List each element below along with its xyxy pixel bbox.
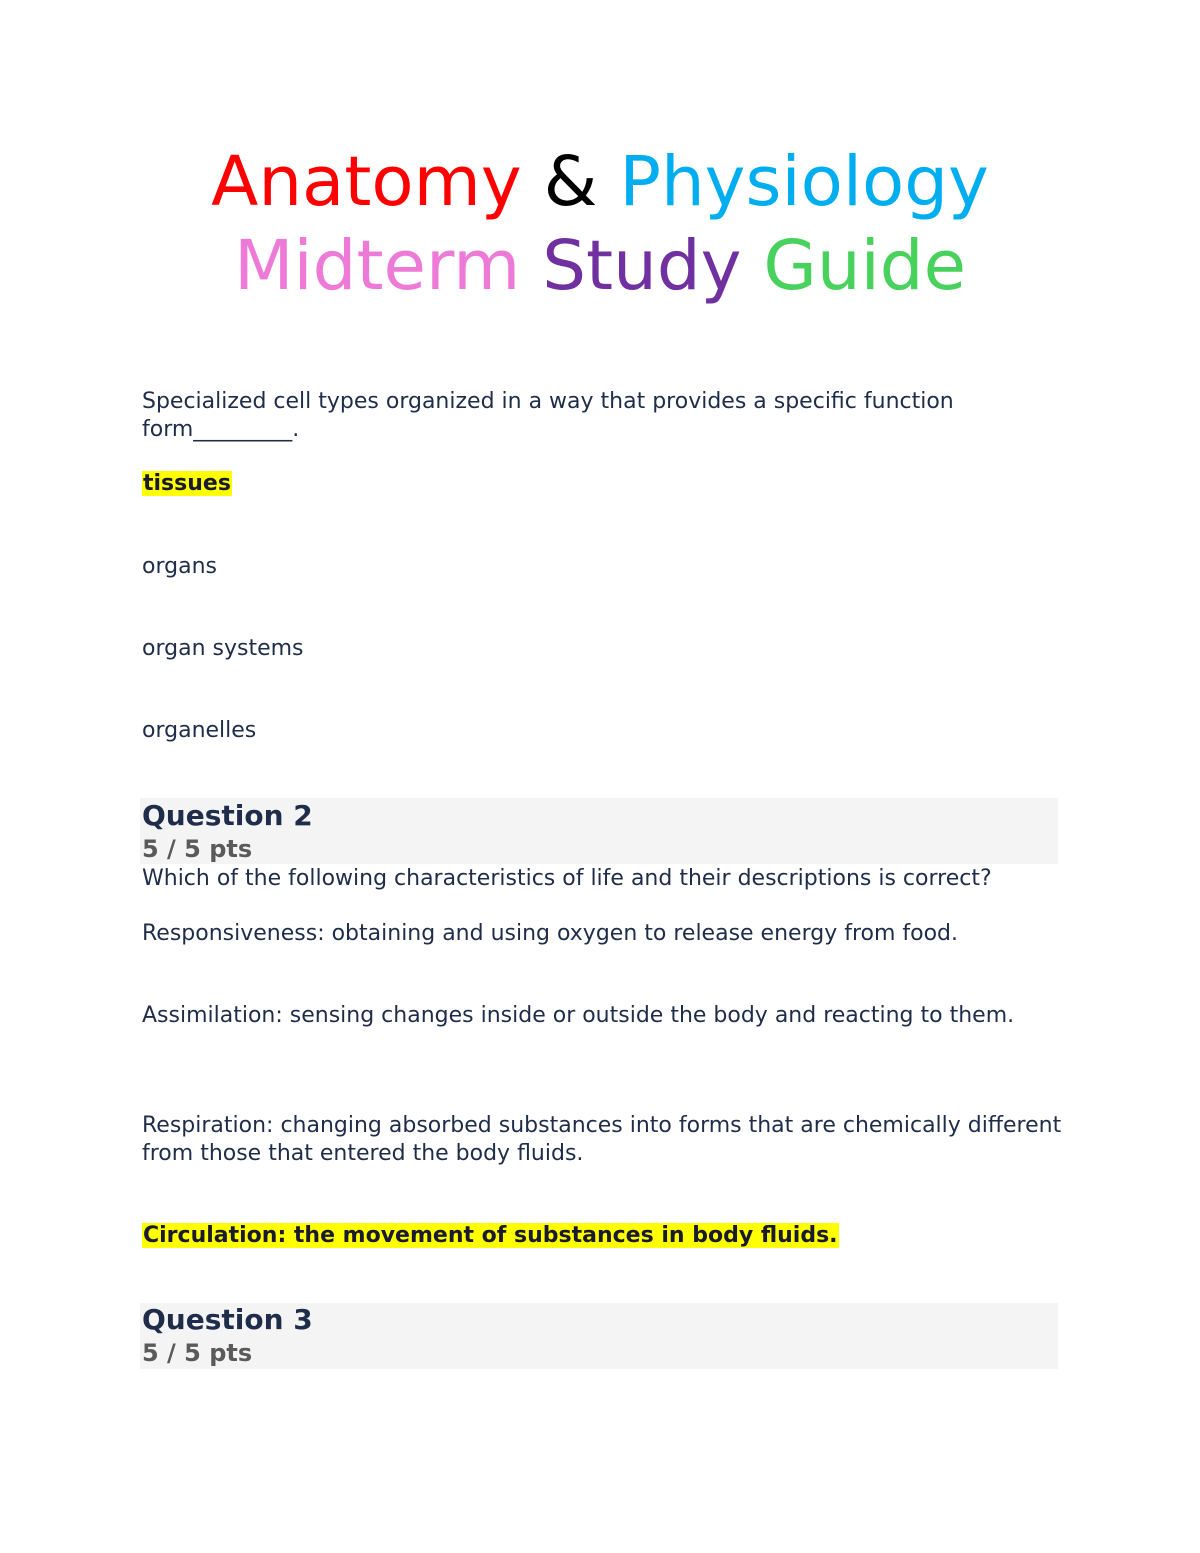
question-3-heading: Question 3 — [142, 1303, 313, 1336]
question-2-option-3: Respiration: changing absorbed substances into forms that are chemically different from those that entered the body fluids. — [142, 1113, 1062, 1166]
question-2-prompt: Which of the following characteristics of life and their descriptions is correct? — [142, 866, 992, 891]
document-title-line-1 — [0, 142, 1200, 222]
question-1-option-2: organs — [142, 554, 217, 579]
document-title-line-2 — [0, 226, 1200, 306]
question-2-heading: Question 2 — [142, 799, 313, 832]
title-word-study: Study — [520, 226, 764, 306]
title-word-anatomy: Anatomy — [211, 142, 522, 222]
title-word-midterm: Midterm — [233, 226, 521, 306]
question-2-points: 5 / 5 pts — [142, 835, 253, 863]
question-1-prompt: Specialized cell types organized in a way that provides a specific function form_________. — [142, 389, 954, 442]
question-1-option-4: organelles — [142, 718, 257, 743]
question-1-option-1 — [142, 470, 1062, 498]
title-word-guide: Guide — [763, 226, 967, 306]
question-2-option-2: Assimilation: sensing changes inside or outside the body and reacting to them. — [142, 1003, 1015, 1028]
question-2-option-4 — [142, 1222, 1062, 1250]
title-word-physiology: Physiology — [619, 142, 989, 222]
question-3-points: 5 / 5 pts — [142, 1339, 253, 1367]
correct-answer-highlight: Circulation: the movement of substances in body fluids. — [143, 1223, 838, 1248]
question-2-option-1: Responsiveness: obtaining and using oxygen to release energy from food. — [142, 921, 959, 946]
title-word-ampersand: & — [521, 142, 620, 222]
question-1-option-3: organ systems — [142, 636, 304, 661]
correct-answer-highlight: tissues — [143, 471, 231, 496]
